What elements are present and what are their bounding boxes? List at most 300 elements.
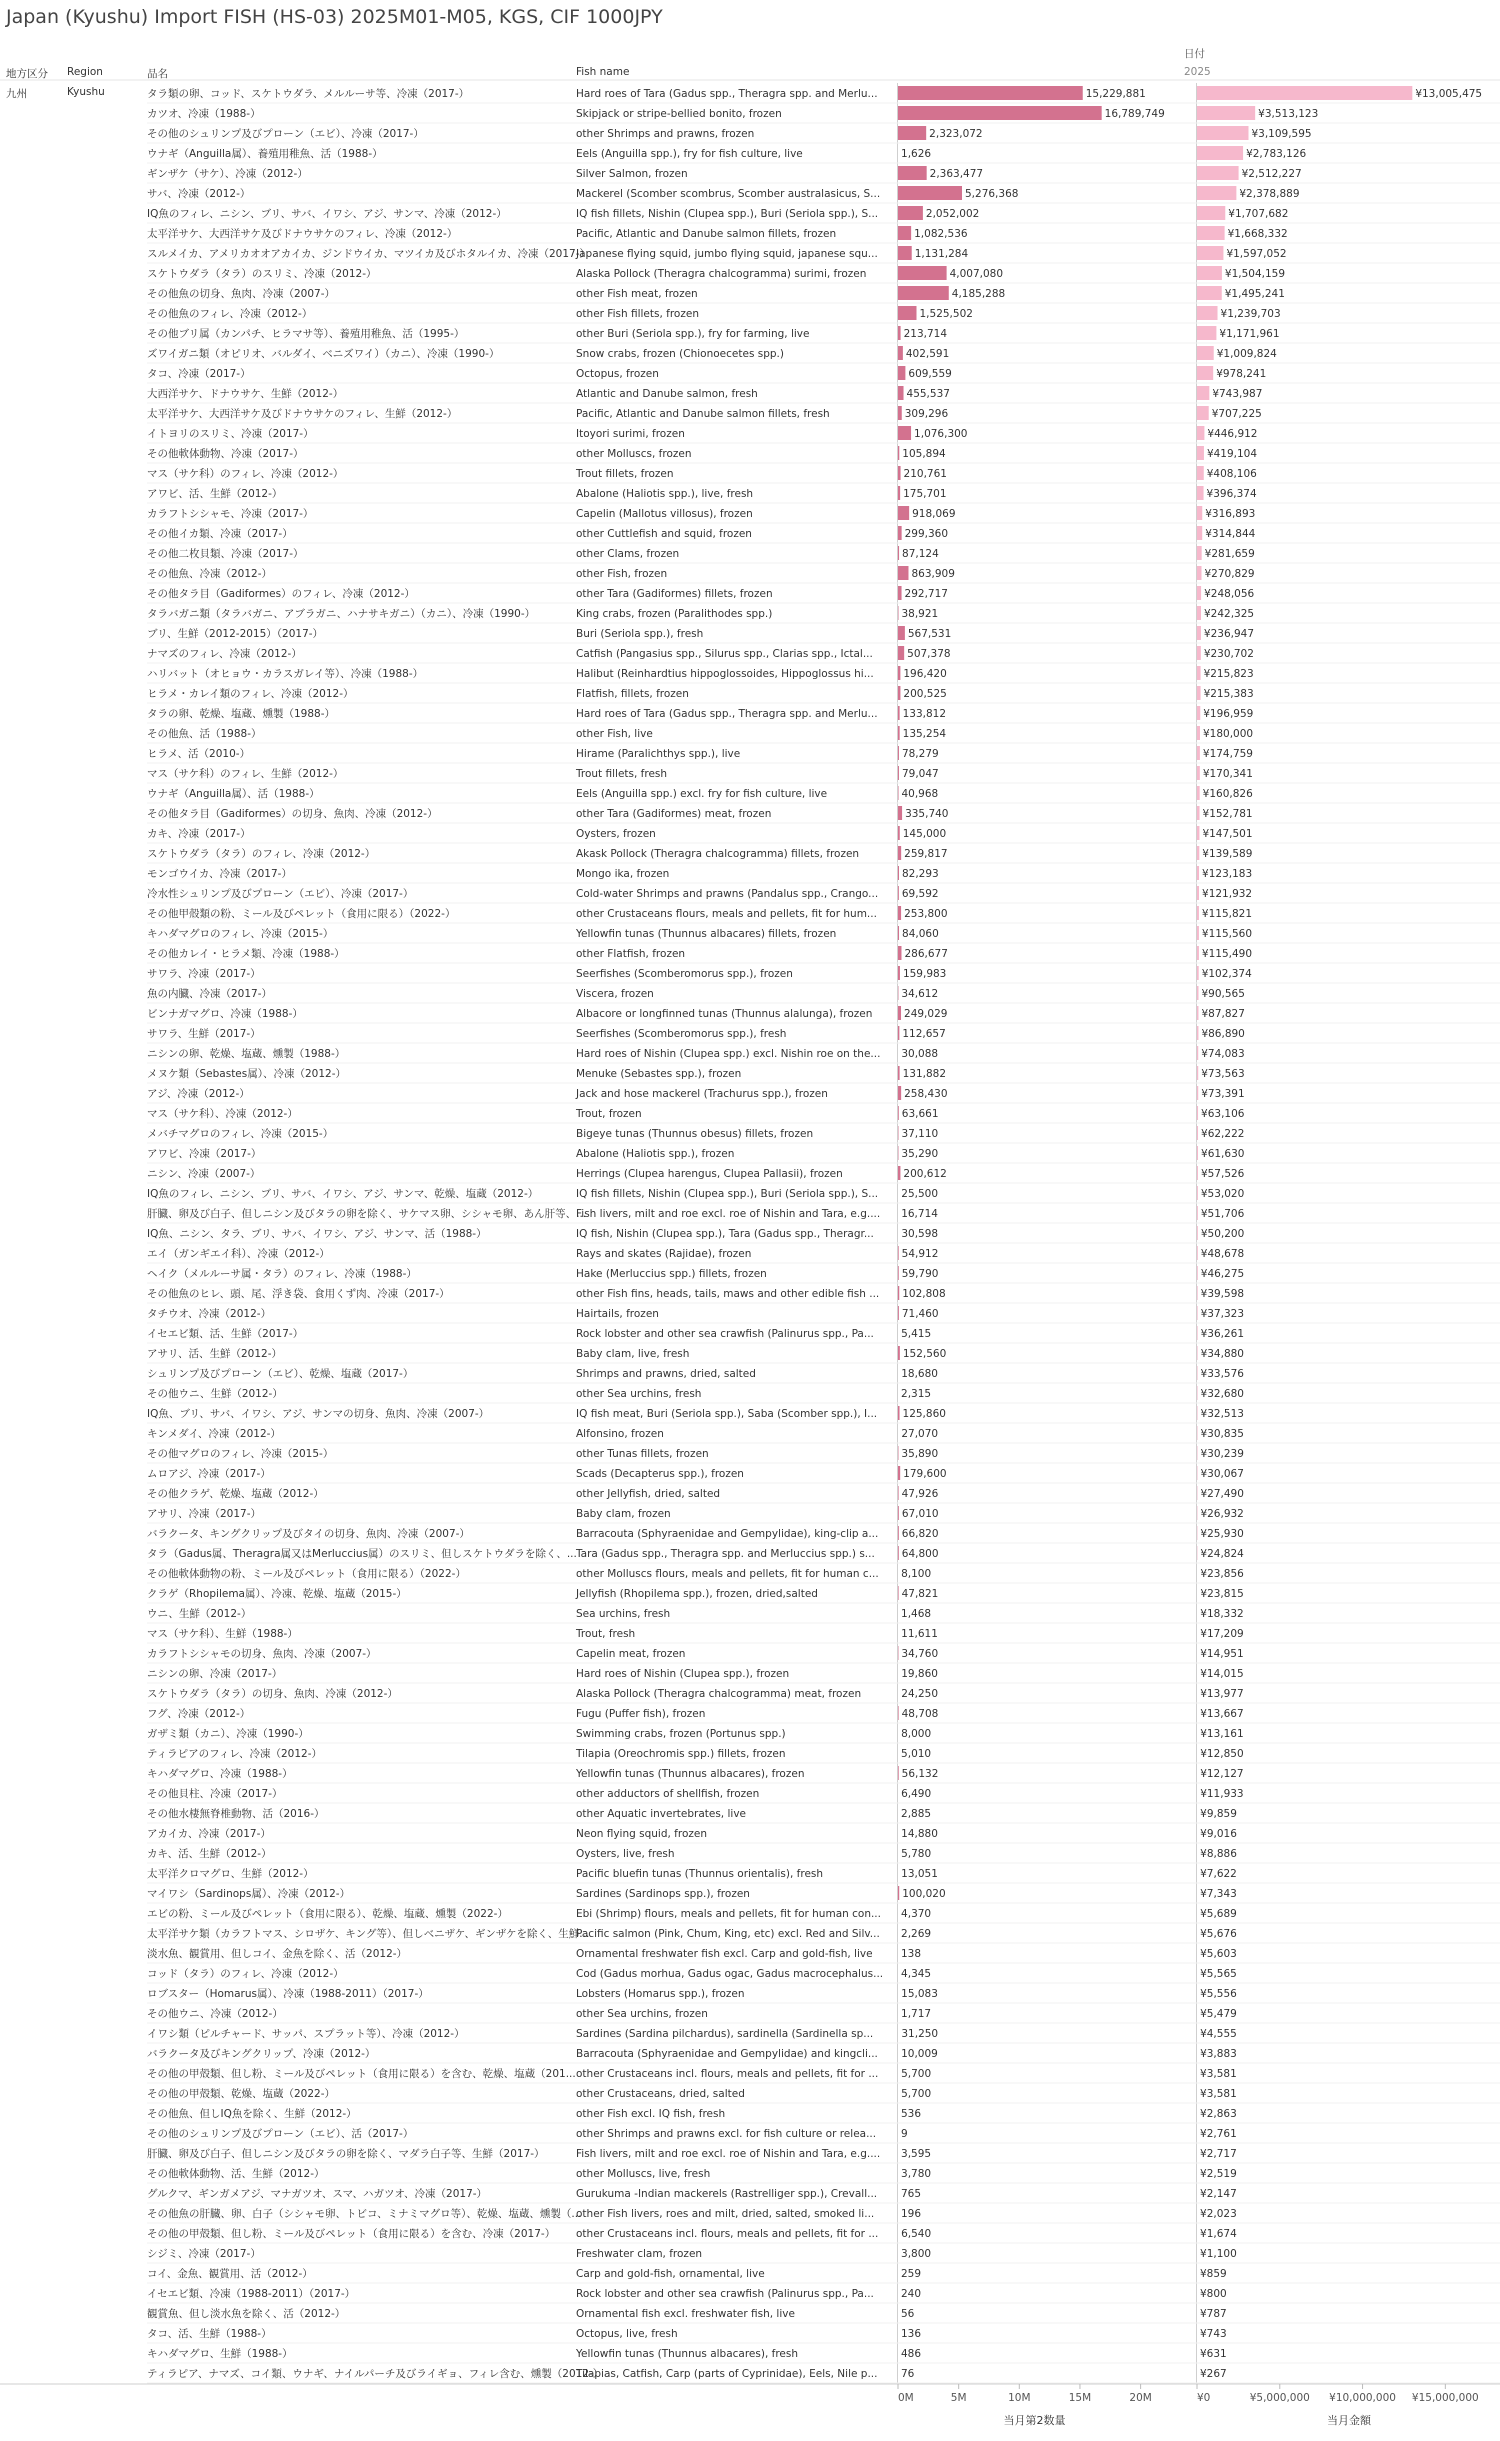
value-value-label: ¥800 [1200,2288,1227,2300]
category-en-label: Trout, fresh [576,1628,636,1640]
qty-value-label: 25,500 [901,1188,939,1200]
value-bar [1197,986,1198,1000]
category-en-label: Yellowfin tunas (Thunnus albacares), fresh [576,2348,799,2360]
qty-value-label: 1,076,300 [914,428,968,440]
value-value-label: ¥5,676 [1200,1928,1237,1940]
qty-bar [898,886,899,900]
qty-value-label: 210,761 [903,468,947,480]
value-value-label: ¥37,323 [1200,1308,1245,1320]
category-jp-label: メバチマグロのフィレ、冷凍（2015-） [147,1128,334,1140]
value-bar [1197,506,1202,520]
value-value-label: ¥170,341 [1202,768,1253,780]
value-axis-tick-label: ¥10,000,000 [1329,2392,1396,2404]
qty-bar [898,406,902,420]
category-en-label: Cold-water Shrimps and prawns (Pandalus spp., Crango... [576,888,879,900]
value-value-label: ¥446,912 [1207,428,1258,440]
value-value-label: ¥13,005,475 [1415,88,1483,100]
qty-value-label: 179,600 [903,1468,947,1480]
qty-value-label: 47,821 [901,1588,939,1600]
qty-value-label: 34,760 [901,1648,939,1660]
category-en-label: Pacific salmon (Pink, Chum, King, etc) excl. Red and Silv... [576,1928,880,1940]
category-jp-label: コッド（タラ）のフィレ、冷凍（2012-） [147,1968,344,1980]
category-en-label: Menuke (Sebastes spp.), frozen [576,1068,742,1080]
qty-value-label: 69,592 [901,888,939,900]
value-bar [1197,686,1201,700]
qty-value-label: 102,808 [902,1288,946,1300]
value-bar [1197,1146,1198,1160]
qty-value-label: 918,069 [912,508,956,520]
value-bar [1197,1386,1198,1400]
value-axis-title: 当月金額 [1327,2414,1371,2427]
category-en-label: other Tunas fillets, frozen [576,1448,709,1460]
value-bar [1197,266,1222,280]
qty-value-label: 196 [901,2208,922,2220]
category-jp-label: タラ（Gadus属、Theragra属又はMerluccius属）のスリミ、但しスケトウダラを除く、... [147,1548,577,1560]
qty-value-label: 5,415 [901,1328,932,1340]
qty-value-label: 335,740 [905,808,949,820]
qty-bar [898,946,901,960]
category-jp-label: アワビ、活、生鮮（2012-） [147,488,283,500]
category-jp-label: その他ウニ、冷凍（2012-） [147,2008,283,2020]
qty-value-label: 135,254 [902,728,947,740]
category-en-label: other Sea urchins, frozen [576,2008,708,2020]
value-bar [1197,786,1200,800]
value-axis-tick-label: ¥15,000,000 [1411,2392,1479,2404]
category-jp-label: タラの卵、乾燥、塩蔵、燻製（1988-） [147,708,336,720]
category-en-label: Capelin (Mallotus villosus), frozen [576,508,753,520]
category-en-label: Rock lobster and other sea crawfish (Palinurus spp., Pa... [576,2288,874,2300]
category-jp-label: キンメダイ、冷凍（2012-） [147,1428,281,1440]
value-value-label: ¥18,332 [1200,1608,1244,1620]
value-bar [1197,1266,1198,1280]
qty-bar [898,1586,899,1600]
category-en-label: other Cuttlefish and squid, frozen [576,528,752,540]
qty-value-label: 253,800 [904,908,948,920]
value-bar [1197,286,1222,300]
category-en-label: Barracouta (Sphyraenidae and Gempylidae), king-clip a... [576,1528,879,1540]
header-name-jp: 品名 [147,68,168,80]
category-jp-label: 太平洋サケ、大西洋サケ及びドナウサケのフィレ、生鮮（2012-） [147,408,458,420]
qty-value-label: 9 [901,2128,908,2140]
category-jp-label: スルメイカ、アメリカオオアカイカ、ジンドウイカ、マツイカ及びホタルイカ、冷凍（2017-） [147,248,591,260]
value-value-label: ¥4,555 [1200,2028,1237,2040]
qty-value-label: 175,701 [903,488,947,500]
category-en-label: Tara (Gadus spp., Theragra spp. and Merluccius spp.) s... [576,1548,875,1560]
category-en-label: Baby clam, live, fresh [576,1348,690,1360]
qty-value-label: 71,460 [901,1308,939,1320]
value-bar [1197,846,1199,860]
value-bar [1197,246,1223,260]
qty-value-label: 6,490 [901,1788,932,1800]
value-value-label: ¥32,513 [1200,1408,1244,1420]
category-jp-label: タラ類の卵、コッド、スケトウダラ、メルルーサ等、冷凍（2017-） [147,88,470,100]
value-value-label: ¥73,391 [1201,1088,1245,1100]
category-jp-label: 肝臓、卵及び白子、但しニシン及びタラの卵を除く、マダラ白子等、生鮮（2017-） [147,2148,545,2160]
value-value-label: ¥215,823 [1203,668,1254,680]
category-jp-label: 観賞魚、但し淡水魚を除く、活（2012-） [147,2308,346,2320]
qty-bar [898,326,901,340]
value-bar [1197,386,1209,400]
qty-value-label: 2,269 [901,1928,932,1940]
category-en-label: Yellowfin tunas (Thunnus albacares), frozen [576,1768,805,1780]
value-value-label: ¥152,781 [1202,808,1253,820]
category-jp-label: その他軟体動物、冷凍（2017-） [147,448,304,460]
qty-value-label: 2,052,002 [925,208,980,220]
qty-value-label: 5,276,368 [965,188,1019,200]
qty-value-label: 8,000 [901,1728,932,1740]
category-en-label: Pacific, Atlantic and Danube salmon fillets, fresh [576,408,830,420]
qty-value-label: 196,420 [903,668,947,680]
category-jp-label: タコ、活、生鮮（1988-） [147,2328,272,2340]
value-value-label: ¥30,239 [1200,1448,1244,1460]
region-cell: Kyushu [67,86,105,98]
category-en-label: Trout, frozen [576,1108,642,1120]
value-value-label: ¥270,829 [1204,568,1255,580]
qty-value-label: 34,612 [901,988,939,1000]
value-bar [1197,546,1202,560]
category-en-label: Swimming crabs, frozen (Portunus spp.) [576,1728,786,1740]
qty-value-label: 159,983 [902,968,947,980]
category-jp-label: ガザミ類（カニ）、冷凍（1990-） [147,1728,309,1740]
qty-value-label: 16,714 [901,1208,938,1220]
qty-value-label: 5,700 [901,2088,932,2100]
category-jp-label: カキ、活、生鮮（2012-） [147,1848,272,1860]
category-en-label: Eels (Anguilla spp.), fry for fish culture, live [576,148,803,160]
category-en-label: other Molluscs, live, fresh [576,2168,711,2180]
value-bar [1197,1066,1198,1080]
qty-value-label: 79,047 [901,768,939,780]
qty-value-label: 15,229,881 [1085,88,1146,100]
category-en-label: Buri (Seriola spp.), fresh [576,628,704,640]
category-en-label: other Crustaceans, dried, salted [576,2088,745,2100]
value-value-label: ¥2,512,227 [1241,168,1302,180]
category-en-label: Cod (Gadus morhua, Gadus ogac, Gadus macrocephalus... [576,1968,884,1980]
category-jp-label: IQ魚、ブリ、サバ、イワシ、アジ、サンマの切身、魚肉、冷凍（2007-） [147,1408,490,1420]
value-value-label: ¥3,109,595 [1251,128,1312,140]
value-value-label: ¥121,932 [1202,888,1253,900]
qty-value-label: 4,007,080 [949,268,1004,280]
value-bar [1197,806,1200,820]
qty-bar [898,926,899,940]
category-jp-label: その他イカ類、冷凍（2017-） [147,528,293,540]
category-jp-label: ムロアジ、冷凍（2017-） [147,1468,271,1480]
qty-value-label: 8,100 [901,1568,932,1580]
qty-bar [898,486,900,500]
value-bar [1197,606,1201,620]
qty-bar [898,106,1102,120]
value-bar [1197,166,1239,180]
value-value-label: ¥74,083 [1201,1048,1245,1060]
category-jp-label: ハリバット（オヒョウ・カラスガレイ等）、冷凍（1988-） [147,668,424,680]
value-value-label: ¥53,020 [1200,1188,1245,1200]
qty-value-label: 2,323,072 [929,128,983,140]
value-value-label: ¥2,863 [1200,2108,1237,2120]
qty-axis-tick-label: 20M [1129,2392,1152,2404]
qty-value-label: 765 [901,2188,922,2200]
qty-bar [898,506,909,520]
qty-bar [898,626,905,640]
qty-value-label: 18,680 [901,1368,938,1380]
value-bar [1197,466,1204,480]
qty-value-label: 15,083 [901,1988,938,2000]
value-value-label: ¥1,239,703 [1220,308,1281,320]
value-value-label: ¥36,261 [1200,1328,1245,1340]
value-value-label: ¥13,161 [1200,1728,1244,1740]
qty-value-label: 1,468 [901,1608,932,1620]
category-jp-label: ナマズのフィレ、冷凍（2012-） [147,648,302,660]
value-value-label: ¥33,576 [1200,1368,1244,1380]
category-jp-label: その他軟体動物、活、生鮮（2012-） [147,2168,325,2180]
category-jp-label: その他魚、活（1988-） [147,728,262,740]
category-jp-label: ヒラメ・カレイ類のフィレ、冷凍（2012-） [147,688,354,700]
category-en-label: Rock lobster and other sea crawfish (Palinurus spp., Pa... [576,1328,874,1340]
qty-value-label: 48,708 [901,1708,939,1720]
qty-bar [898,86,1083,100]
qty-value-label: 82,293 [901,868,939,880]
category-jp-label: その他マグロのフィレ、冷凍（2015-） [147,1448,334,1460]
category-en-label: Halibut (Reinhardtius hippoglossoides, Hippoglossus hi... [576,668,874,680]
value-value-label: ¥859 [1200,2268,1227,2280]
category-en-label: Skipjack or stripe-bellied bonito, frozen [576,108,782,120]
value-value-label: ¥9,859 [1200,1808,1237,1820]
category-jp-label: その他二枚貝類、冷凍（2017-） [147,548,304,560]
qty-value-label: 10,009 [901,2048,938,2060]
header-fish-name: Fish name [576,66,630,78]
value-value-label: ¥5,603 [1200,1948,1237,1960]
value-bar [1197,1406,1198,1420]
qty-bar [898,1546,899,1560]
category-jp-label: スケトウダラ（タラ）のフィレ、冷凍（2012-） [147,848,376,860]
qty-value-label: 19,860 [901,1668,938,1680]
value-value-label: ¥115,560 [1201,928,1253,940]
qty-value-label: 38,921 [901,608,939,620]
value-bar [1197,906,1199,920]
category-en-label: Hirame (Paralichthys spp.), live [576,748,741,760]
qty-value-label: 59,790 [901,1268,939,1280]
category-en-label: Ornamental fish excl. freshwater fish, live [576,2308,795,2320]
value-value-label: ¥63,106 [1201,1108,1245,1120]
qty-bar [898,366,905,380]
value-value-label: ¥1,100 [1200,2248,1237,2260]
category-en-label: Alaska Pollock (Theragra chalcogramma) surimi, frozen [576,268,867,280]
qty-bar [898,1106,899,1120]
qty-axis-tick-label: 10M [1008,2392,1031,2404]
qty-value-label: 3,595 [901,2148,932,2160]
category-en-label: Fugu (Puffer fish), frozen [576,1708,706,1720]
category-en-label: other Crustaceans incl. flours, meals and pellets, fit for ... [576,2228,879,2240]
value-value-label: ¥419,104 [1206,448,1258,460]
category-jp-label: ウナギ（Anguilla属）、養殖用稚魚、活（1988-） [147,148,383,160]
qty-value-label: 11,611 [901,1628,938,1640]
qty-bar [898,966,900,980]
category-jp-label: ティラピア、ナマズ、コイ類、ウナギ、ナイルパーチ及びライギョ、フィレ含む、燻製（2012-） [147,2368,604,2380]
qty-bar [898,1306,899,1320]
value-value-label: ¥115,490 [1201,948,1253,960]
region-jp-cell: 九州 [6,88,27,100]
qty-bar [898,186,962,200]
category-jp-label: ズワイガニ類（オピリオ、バルダイ、ベニズワイ）（カニ）、冷凍（1990-） [147,348,500,360]
category-en-label: Octopus, live, fresh [576,2328,678,2340]
value-bar [1197,1306,1198,1320]
category-jp-label: その他魚の肝臓、卵、白子（シシャモ卵、トビコ、ミナミマグロ等）、乾燥、塩蔵、燻製（... [147,2208,582,2220]
category-jp-label: 太平洋サケ、大西洋サケ及びドナウサケのフィレ、冷凍（2012-） [147,228,458,240]
category-jp-label: アサリ、冷凍（2017-） [147,1508,261,1520]
value-bar [1197,886,1199,900]
qty-value-label: 145,000 [902,828,947,840]
qty-bar [898,1246,899,1260]
category-en-label: other Flatfish, frozen [576,948,686,960]
value-value-label: ¥24,824 [1200,1548,1244,1560]
value-bar [1197,1286,1198,1300]
category-en-label: other Clams, frozen [576,548,680,560]
category-en-label: Sardines (Sardinops spp.), frozen [576,1888,750,1900]
category-jp-label: アサリ、活、生鮮（2012-） [147,1348,282,1360]
value-value-label: ¥30,067 [1200,1468,1244,1480]
qty-bar [898,1406,900,1420]
category-en-label: other Fish, live [576,728,653,740]
chart-title: Japan (Kyushu) Import FISH (HS-03) 2025M01-M05, KGS, CIF 1000JPY [6,6,663,28]
qty-bar [898,226,911,240]
category-jp-label: マイワシ（Sardinops属）、冷凍（2012-） [147,1888,351,1900]
category-jp-label: その他の甲殻類、乾燥、塩蔵（2022-） [147,2088,336,2100]
value-bar [1197,966,1199,980]
qty-value-label: 136 [901,2328,922,2340]
value-value-label: ¥3,581 [1200,2068,1237,2080]
qty-value-label: 213,714 [903,328,948,340]
category-en-label: other Molluscs flours, meals and pellets, fit for human c... [576,1568,879,1580]
value-bar [1197,426,1204,440]
value-value-label: ¥102,374 [1201,968,1252,980]
value-value-label: ¥13,977 [1200,1688,1244,1700]
value-value-label: ¥236,947 [1203,628,1255,640]
qty-value-label: 200,612 [903,1168,947,1180]
header-date-label: 日付 [1184,48,1205,60]
qty-value-label: 1,082,536 [914,228,968,240]
header-region: Region [67,66,103,78]
qty-bar [898,1006,901,1020]
value-value-label: ¥8,886 [1200,1848,1237,1860]
category-en-label: Baby clam, frozen [576,1508,671,1520]
category-en-label: Silver Salmon, frozen [576,168,688,180]
category-jp-label: その他カレイ・ヒラメ類、冷凍（1988-） [147,948,345,960]
category-jp-label: ビンナガマグロ、冷凍（1988-） [147,1008,303,1020]
category-jp-label: 太平洋サケ類（カラフトマス、シロザケ、キング等）、但しベニザケ、ギンザケを除く、生鮮... [147,1928,590,1940]
category-jp-label: ヒラメ、活（2010-） [147,748,251,760]
value-value-label: ¥248,056 [1204,588,1255,600]
qty-bar [898,1086,901,1100]
category-en-label: Trout fillets, frozen [576,468,674,480]
category-en-label: Abalone (Haliotis spp.), live, fresh [576,488,754,500]
category-jp-label: エイ（ガンギエイ科）、冷凍（2012-） [147,1248,330,1260]
qty-value-label: 76 [901,2368,915,2380]
category-en-label: other Jellyfish, dried, salted [576,1488,721,1500]
value-bar [1197,1006,1198,1020]
value-bar [1197,366,1213,380]
qty-value-label: 507,378 [907,648,951,660]
category-jp-label: コイ、金魚、観賞用、活（2012-） [147,2268,313,2280]
category-jp-label: その他クラゲ、乾燥、塩蔵（2012-） [147,1488,324,1500]
category-en-label: other Fish fins, heads, tails, maws and other edible fish ... [576,1288,880,1300]
qty-value-label: 30,088 [901,1048,939,1060]
qty-bar [898,866,899,880]
qty-value-label: 5,780 [901,1848,932,1860]
qty-bar [898,646,904,660]
header-region-jp: 地方区分 [6,68,48,80]
value-bar [1197,726,1200,740]
value-value-label: ¥90,565 [1201,988,1245,1000]
value-value-label: ¥3,581 [1200,2088,1237,2100]
value-bar [1197,566,1201,580]
category-en-label: Fish livers, milt and roe excl. roe of Nishin and Tara, e.g.... [576,1208,881,1220]
value-bar [1197,1026,1198,1040]
value-value-label: ¥32,680 [1200,1388,1244,1400]
qty-bar [898,126,926,140]
qty-axis-tick-label: 0M [898,2392,914,2404]
qty-bar [898,1026,899,1040]
category-en-label: Scads (Decapterus spp.), frozen [576,1468,744,1480]
qty-value-label: 56 [901,2308,915,2320]
category-jp-label: イセエビ類、活、生鮮（2017-） [147,1328,304,1340]
qty-bar [898,586,902,600]
qty-value-label: 27,070 [901,1428,939,1440]
category-jp-label: ティラピアのフィレ、冷凍（2012-） [147,1748,322,1760]
category-jp-label: キハダマグロ、生鮮（1988-） [147,2348,293,2360]
qty-value-label: 249,029 [904,1008,948,1020]
category-jp-label: タチウオ、冷凍（2012-） [147,1308,272,1320]
category-jp-label: IQ魚のフィレ、ニシン、ブリ、サバ、イワシ、アジ、サンマ、冷凍（2012-） [147,208,507,220]
category-en-label: Japanese flying squid, jumbo flying squid, japanese squ... [576,248,878,260]
category-jp-label: ニシン、冷凍（2007-） [147,1168,261,1180]
value-value-label: ¥50,200 [1200,1228,1245,1240]
qty-value-label: 863,909 [911,568,955,580]
category-jp-label: マス（サケ科）、生鮮（1988-） [147,1628,298,1640]
value-value-label: ¥11,933 [1200,1788,1244,1800]
qty-axis-tick-label: 15M [1068,2392,1092,2404]
value-bar [1197,1206,1198,1220]
value-value-label: ¥61,630 [1201,1148,1245,1160]
qty-bar [898,1886,899,1900]
category-en-label: Alfonsino, frozen [576,1428,664,1440]
qty-value-label: 152,560 [902,1348,947,1360]
value-bar [1197,106,1255,120]
qty-value-label: 31,250 [901,2028,939,2040]
qty-value-label: 47,926 [901,1488,939,1500]
category-jp-label: グルクマ、ギンガメアジ、マナガツオ、スマ、ハガツオ、冷凍（2017-） [147,2188,488,2200]
value-bar [1197,826,1199,840]
category-en-label: Atlantic and Danube salmon, fresh [576,388,758,400]
value-value-label: ¥1,495,241 [1224,288,1285,300]
category-en-label: Itoyori surimi, frozen [576,428,685,440]
category-en-label: Bigeye tunas (Thunnus obesus) fillets, frozen [576,1128,814,1140]
value-bar [1197,206,1225,220]
qty-bar [898,166,927,180]
category-en-label: other Fish fillets, frozen [576,308,699,320]
category-en-label: Jellyfish (Rhopilema spp.), frozen, dried,salted [576,1588,818,1600]
qty-value-label: 240 [901,2288,922,2300]
category-en-label: other Aquatic invertebrates, live [576,1808,746,1820]
qty-value-label: 536 [901,2108,922,2120]
category-en-label: other Tara (Gadiformes) fillets, frozen [576,588,773,600]
value-value-label: ¥5,479 [1200,2008,1237,2020]
qty-bar [898,906,901,920]
category-jp-label: IQ魚のフィレ、ニシン、ブリ、サバ、イワシ、アジ、サンマ、乾燥、塩蔵（2012-） [147,1188,539,1200]
category-jp-label: ヘイク（メルルーサ属・タラ）のフィレ、冷凍（1988-） [147,1268,417,1280]
value-value-label: ¥978,241 [1216,368,1267,380]
category-jp-label: 冷水性シュリンプ及びプローン（エビ）、冷凍（2017-） [147,888,414,900]
category-en-label: other adductors of shellfish, frozen [576,1788,760,1800]
category-en-label: Tilapia (Oreochromis spp.) fillets, frozen [576,1748,786,1760]
qty-value-label: 4,345 [901,1968,932,1980]
